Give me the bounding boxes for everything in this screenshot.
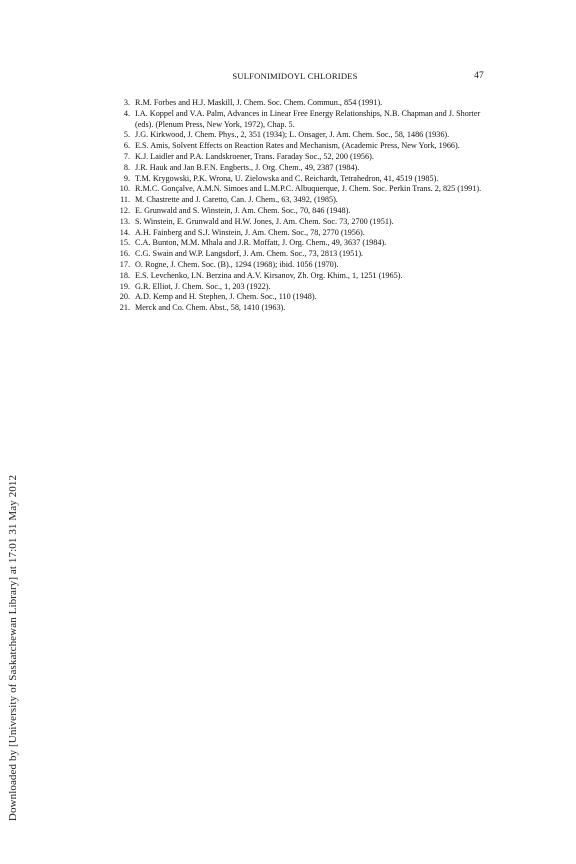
reference-number: 9.	[123, 173, 130, 183]
reference-number: 15.	[119, 238, 130, 248]
reference-item	[121, 292, 491, 303]
reference-number: 16.	[119, 249, 130, 259]
reference-item	[121, 195, 491, 206]
references-list	[121, 98, 491, 314]
reference-text: O. Rogne, J. Chem. Soc. (B)., 1294 (1968); ibid. 1056 (1970).	[135, 259, 339, 269]
reference-item	[121, 206, 491, 217]
reference-number: 13.	[119, 216, 130, 226]
reference-item	[121, 260, 491, 271]
reference-item	[121, 303, 491, 314]
reference-text: G.R. Elliot, J. Chem. Soc., 1, 203 (1922).	[135, 281, 271, 291]
reference-text: Merck and Co. Chem. Abst., 58, 1410 (1963).	[135, 303, 286, 313]
reference-text: E.S. Amis, Solvent Effects on Reaction Rates and Mechanism, (Academic Press, New York, 1966).	[135, 141, 460, 151]
reference-text: K.J. Laidler and P.A. Landskroener, Trans. Faraday Soc., 52, 200 (1956).	[135, 151, 374, 161]
reference-number: 12.	[119, 205, 130, 215]
reference-item	[121, 174, 491, 185]
page-number: 47	[474, 71, 484, 81]
reference-text: T.M. Krygowski, P.K. Wrona, U. Zielowska and C. Reichardt, Tetrahedron, 41, 4519 (1985).	[135, 173, 439, 183]
reference-text: C.G. Swain and W.P. Langsdorf, J. Am. Chem. Soc., 73, 2813 (1951).	[135, 249, 364, 259]
reference-item	[121, 282, 491, 293]
reference-item	[121, 238, 491, 249]
reference-number: 17.	[119, 259, 130, 269]
reference-text: M. Chastrette and J. Caretto, Can. J. Chem., 63, 3492, (1985).	[135, 195, 338, 205]
reference-item	[121, 130, 491, 141]
reference-text: E. Grunwald and S. Winstein, J. Am. Chem. Soc., 70, 846 (1948).	[135, 205, 351, 215]
reference-text: E.S. Levchenko, I.N. Berzina and A.V. Kirsanov, Zh. Org. Khim., 1, 1251 (1965).	[135, 270, 403, 280]
reference-text: A.D. Kemp and H. Stephen, J. Chem. Soc., 110 (1948).	[135, 292, 317, 302]
reference-text: J.G. Kirkwood, J. Chem. Phys., 2, 351 (1934); L. Onsager, J. Am. Chem. Soc., 58, 1486 (1936).	[135, 130, 450, 140]
page-title: SULFONIMIDOYL CHLORIDES	[232, 71, 358, 81]
reference-item	[121, 271, 491, 282]
reference-number: 3.	[123, 98, 130, 107]
reference-text: J.R. Hauk and Jan B.F.N. Engberts., J. Org. Chem., 49, 2387 (1984).	[135, 162, 360, 172]
reference-number: 5.	[123, 130, 130, 140]
reference-text: C.A. Bunton, M.M. Mhala and J.R. Moffatt, J. Org. Chem., 49, 3637 (1984).	[135, 238, 387, 248]
reference-number: 14.	[119, 227, 130, 237]
reference-number: 8.	[123, 162, 130, 172]
reference-item	[121, 141, 491, 152]
reference-text: R.M. Forbes and H.J. Maskill, J. Chem. Soc. Chem. Commun., 854 (1991).	[135, 98, 383, 107]
reference-item	[121, 184, 491, 195]
reference-number: 11.	[120, 195, 130, 205]
reference-number: 20.	[119, 292, 130, 302]
reference-number: 6.	[123, 141, 130, 151]
reference-text: I.A. Koppel and V.A. Palm, Advances in Linear Free Energy Relationships, N.B. Chapman and J. Shorter (eds). (Plenum Press, New York, 1972), Chap. 5.	[135, 108, 481, 129]
reference-text: R.M.C. Gonçalve, A.M.N. Simoes and L.M.P.C. Albuquerque, J. Chem. Soc. Perkin Trans. 2, 825 (1991).	[135, 184, 482, 194]
reference-text: S. Winstein, E. Grunwald and H.W. Jones, J. Am. Chem. Soc. 73, 2700 (1951).	[135, 216, 394, 226]
reference-number: 21.	[119, 303, 130, 313]
reference-item	[121, 98, 491, 109]
reference-number: 19.	[119, 281, 130, 291]
reference-item	[121, 109, 491, 131]
reference-number: 7.	[123, 151, 130, 161]
reference-number: 18.	[119, 270, 130, 280]
reference-item	[121, 163, 491, 174]
reference-item	[121, 228, 491, 239]
reference-number: 4.	[123, 108, 130, 118]
download-watermark	[1, 438, 25, 858]
reference-item	[121, 217, 491, 228]
reference-item	[121, 249, 491, 260]
reference-number: 10.	[119, 184, 130, 194]
reference-text: A.H. Fainberg and S.J. Winstein, J. Am. Chem. Soc., 78, 2770 (1956).	[135, 227, 365, 237]
reference-item	[121, 152, 491, 163]
download-watermark-text: Downloaded by [University of Saskatchewan Library] at 17:01 31 May 2012	[7, 474, 19, 822]
